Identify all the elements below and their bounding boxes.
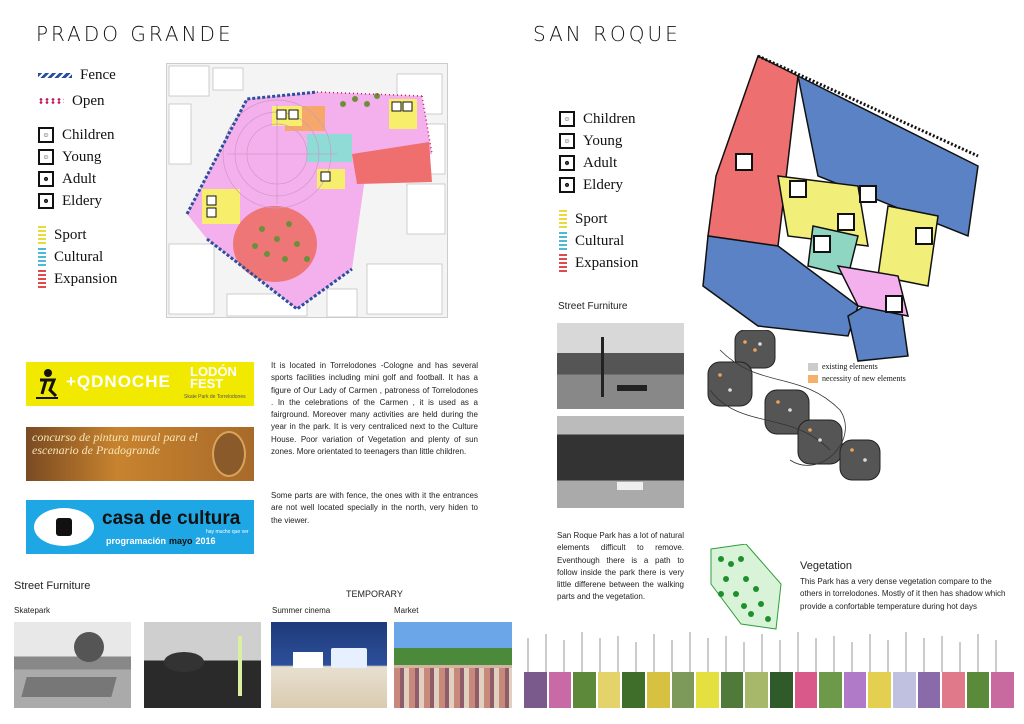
sport-swatch-icon: [559, 210, 567, 228]
necessity-swatch-icon: [808, 375, 818, 383]
legend-adult: ☻ Adult: [38, 168, 117, 190]
plant-photo: [745, 672, 768, 708]
children-icon: ☺: [38, 127, 54, 143]
photo-label-summer-cinema: Summer cinema: [272, 606, 331, 615]
necessity-legend: necessity of new elements: [808, 374, 906, 383]
sport-swatch-icon: [38, 226, 46, 244]
left-title: PRADO GRANDE: [36, 22, 234, 46]
banner-concurso: [26, 427, 254, 481]
prado-grande-map: [166, 63, 448, 318]
r-legend-adult: ☻ Adult: [559, 152, 638, 174]
plant-photo: [696, 672, 719, 708]
plant-photo: [991, 672, 1014, 708]
photo-summer-cinema: [271, 622, 387, 708]
r-legend-expansion: Expansion: [559, 252, 638, 274]
casa-title: casa de cultura: [102, 508, 241, 529]
young-icon: ☺: [38, 149, 54, 165]
plant-photo: [672, 672, 695, 708]
san-roque-svg: [698, 36, 988, 366]
vegetation-text: This Park has a very dense vegetation compare to the others in torrelodones. Mostly of it then has shadow which provide a confortable temperature during hot days: [800, 577, 1006, 611]
r-legend-young: ☺ Young: [559, 130, 638, 152]
temporary-label: TEMPORARY: [346, 589, 403, 599]
legend-sport: Sport: [38, 224, 117, 246]
right-street-furniture-title: Street Furniture: [558, 301, 628, 312]
plant-photo: [918, 672, 941, 708]
plant-photo: [770, 672, 793, 708]
casa-program: programación mayo 2016: [106, 536, 216, 546]
children-icon: ☺: [559, 111, 575, 127]
fence-swatch-icon: [38, 73, 72, 78]
plant-photo-strip: [524, 672, 1014, 708]
left-description: It is located in Torrelodones -Cologne and has several sports facilities including mini golf and football. It has a figure of Our Lady of Carmen , patroness of Torrelodones . In the celebrations of the Carmen , it is used as a fairground. Moreover many activities are held during the year in the park. It is very centraliced next to the Culture House. Poor variation of Vegetation and plenty of sun zones. More orientated to teenagers than little children.: [271, 361, 478, 457]
legend-young: ☺ Young: [38, 146, 117, 168]
photo-night-park: [144, 622, 261, 708]
left-description-2: Some parts are with fence, the ones with it the entrances are not well located specially in the north, very hiden to the viewer.: [271, 491, 478, 525]
r-legend-sport: Sport: [559, 208, 638, 230]
left-street-furniture-title: Street Furniture: [14, 580, 91, 592]
plant-photo: [893, 672, 916, 708]
photo-label-market: Market: [394, 606, 419, 615]
existing-legend: existing elements: [808, 362, 878, 371]
skater-icon: [34, 368, 60, 400]
banner-casa-cultura: [26, 500, 254, 554]
plant-photo: [573, 672, 596, 708]
elements-svg: [700, 330, 890, 490]
plant-photo: [967, 672, 990, 708]
r-legend-cultural: Cultural: [559, 230, 638, 252]
plant-photo: [524, 672, 547, 708]
plant-photo: [819, 672, 842, 708]
legend-children: ☺ Children: [38, 124, 117, 146]
right-title: SAN ROQUE: [533, 22, 681, 46]
casa-tag: hay mucho que ver: [206, 529, 249, 535]
left-legend: [38, 64, 117, 290]
right-description: San Roque Park has a lot of natural elements difficult to remove. Eventhough there is a path to follow inside the park there is very little differene between the walking parts and the vegetation.: [557, 531, 684, 602]
young-icon: ☺: [559, 133, 575, 149]
expansion-swatch-icon: [38, 270, 46, 288]
banner-noche-sub: Skate Park de Torrelodones: [184, 394, 246, 400]
plant-photo: [868, 672, 891, 708]
cultural-swatch-icon: [38, 248, 46, 266]
plant-photo: [647, 672, 670, 708]
photo-skatepark: [14, 622, 131, 708]
plant-labels: [524, 628, 1014, 672]
elements-diagram: [700, 330, 890, 490]
plant-photo: [795, 672, 818, 708]
eye-icon: [34, 508, 94, 546]
legend-expansion: Expansion: [38, 268, 117, 290]
vegetation-svg: [706, 544, 784, 634]
adult-icon: ☻: [38, 171, 54, 187]
cultural-swatch-icon: [559, 232, 567, 250]
banner-noche-left-text: +QDNOCHE: [66, 372, 171, 391]
banner-noche-right-text: LODÓN FEST: [190, 364, 237, 391]
map-svg: [167, 64, 448, 318]
photo-market: [394, 622, 512, 708]
plant-photo: [622, 672, 645, 708]
plant-photo: [549, 672, 572, 708]
plant-photo: [598, 672, 621, 708]
legend-open: Open: [38, 90, 117, 112]
r-legend-children: ☺ Children: [559, 108, 638, 130]
existing-swatch-icon: [808, 363, 818, 371]
plant-labels-svg: [524, 628, 1014, 672]
r-legend-eldery: ☻ Eldery: [559, 174, 638, 196]
legend-fence: Fence: [38, 64, 117, 86]
san-roque-map: [698, 36, 988, 366]
eldery-icon: ☻: [559, 177, 575, 193]
legend-eldery: ☻ Eldery: [38, 190, 117, 212]
eldery-icon: ☻: [38, 193, 54, 209]
vegetation-title: Vegetation: [800, 560, 852, 572]
open-swatch-icon: [38, 98, 64, 104]
photo-san-roque-1: [557, 323, 684, 409]
banner-concurso-text: concurso de pintura mural para el escenario de Pradogrande: [32, 430, 198, 457]
plant-photo: [844, 672, 867, 708]
plant-photo: [942, 672, 965, 708]
expansion-swatch-icon: [559, 254, 567, 272]
vegetation-map: [706, 544, 784, 634]
plant-photo: [721, 672, 744, 708]
photo-san-roque-2: [557, 416, 684, 508]
photo-label-skatepark: Skatepark: [14, 606, 51, 615]
legend-cultural: Cultural: [38, 246, 117, 268]
right-legend: [559, 108, 638, 274]
adult-icon: ☻: [559, 155, 575, 171]
banner-noche: [26, 362, 254, 406]
guitar-icon: [212, 431, 246, 477]
